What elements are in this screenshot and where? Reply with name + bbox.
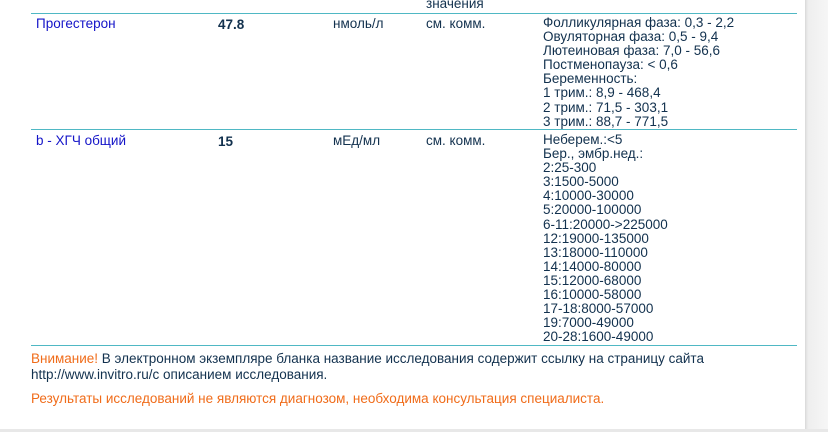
reference-line: 13:18000-110000 — [543, 244, 648, 260]
reference-line: 16:10000-58000 — [543, 287, 642, 303]
result-comment: см. комм. — [426, 133, 486, 148]
reference-line: Бер., эмбр.нед.: — [543, 146, 644, 162]
reference-ranges-progesterone — [543, 16, 734, 129]
reference-line: 4:10000-30000 — [543, 188, 634, 204]
reference-line: 5:20000-100000 — [543, 202, 642, 218]
result-value: 15 — [218, 134, 234, 149]
test-name-progesterone[interactable]: Прогестерон — [36, 16, 116, 31]
reference-line: 20-28:1600-49000 — [543, 329, 654, 345]
page-shadow — [805, 0, 828, 432]
reference-line: Овуляторная фаза: 0,5 - 9,4 — [543, 29, 719, 45]
reference-line: 3 трим.: 88,7 - 771,5 — [543, 113, 669, 129]
reference-line: 14:14000-80000 — [543, 258, 642, 274]
reference-line: Постменопауза: < 0,6 — [543, 57, 678, 73]
result-unit: нмоль/л — [333, 16, 384, 31]
disclaimer: Результаты исследований не являются диагнозом, необходима консультация специалиста. — [31, 391, 605, 406]
reference-ranges-hcg — [543, 133, 668, 344]
result-comment: см. комм. — [426, 16, 486, 31]
reference-line: 6-11:20000->225000 — [543, 216, 668, 232]
reference-line: Лютеиновая фаза: 7,0 - 56,6 — [543, 43, 721, 59]
warning-label: Внимание! — [31, 351, 99, 366]
reference-line: Фолликулярная фаза: 0,3 - 2,2 — [543, 15, 735, 30]
reference-line: 2:25-300 — [543, 160, 597, 176]
reference-line: 1 трим.: 8,9 - 468,4 — [543, 85, 661, 101]
reference-line: 15:12000-68000 — [543, 272, 642, 288]
reference-line: 17-18:8000-57000 — [543, 301, 654, 317]
result-value: 47.8 — [218, 17, 245, 32]
result-unit: мЕд/мл — [333, 133, 381, 148]
site-link[interactable]: http://www.invitro.ru/ — [31, 367, 153, 382]
reference-line: 12:19000-135000 — [543, 230, 649, 246]
reference-line: 3:1500-5000 — [543, 174, 619, 190]
reference-line: Неберем.:<5 — [543, 132, 623, 147]
notice-text-end: с описанием исследования. — [152, 367, 328, 382]
electronic-copy-notice — [31, 351, 801, 383]
reference-line: 19:7000-49000 — [543, 315, 634, 331]
notice-text: В электронном экземпляре бланка название исследования содержит ссылку на страницу сайта — [98, 351, 704, 366]
reference-line: Беременность: — [543, 71, 638, 87]
test-name-hcg[interactable]: b - ХГЧ общий — [36, 133, 126, 148]
reference-line: 2 трим.: 71,5 - 303,1 — [543, 99, 669, 115]
reference-column-header: значения — [426, 0, 484, 11]
table-divider — [31, 13, 797, 14]
table-divider — [31, 129, 797, 130]
table-divider — [31, 345, 797, 346]
